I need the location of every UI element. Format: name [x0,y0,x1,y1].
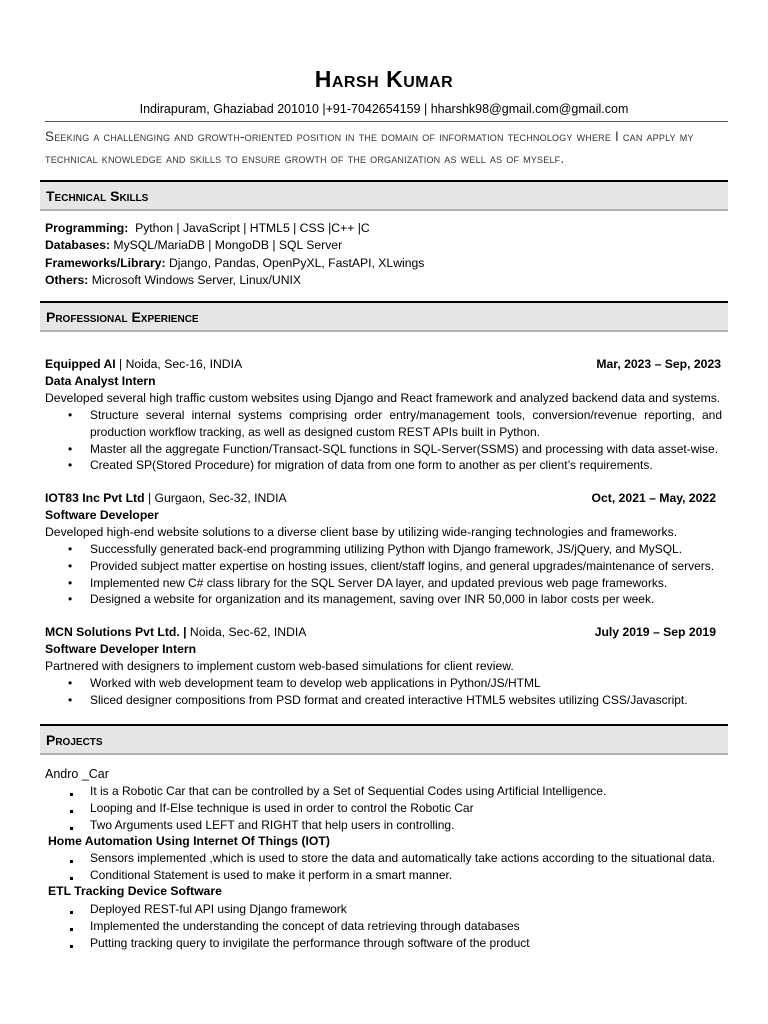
skill-label: Others: [45,273,89,287]
contact-line: Indirapuram, Ghaziabad 201010 |+91-7042654159 | hharshk98@gmail.com@gmail.com [139,102,629,116]
list-item: Deployed REST-ful API using Django framework [66,901,722,918]
skill-row-frameworks [45,256,424,270]
project-title: ETL Tracking Device Software [48,884,222,898]
list-item: • Successfully generated back-end programming utilizing Python with Django framework, JS/jQuery, and MySQL. [66,541,722,558]
skill-value: Django, Pandas, OpenPyXL, FastAPI, XLwings [165,256,425,270]
list-item: Looping and If-Else technique is used in order to control the Robotic Car [66,800,722,817]
list-item: It is a Robotic Car that can be controlled by a Set of Sequential Codes using Artificial Intelligence. [66,783,722,800]
project-bullets [66,850,722,884]
project-title: Home Automation Using Internet Of Things (IOT) [48,834,330,848]
company-location: | Noida, Sec-16, INDIA [115,357,243,371]
job-bullets [66,407,722,474]
project-bullets [66,783,722,833]
company-name: IOT83 Inc Pvt Ltd [45,491,145,505]
skill-label: Programming: [45,221,129,235]
job-dates: Oct, 2021 – May, 2022 [591,491,716,505]
list-item: Sensors implemented ,which is used to store the data and automatically take actions according to the situational data. [66,850,722,867]
job-header [45,491,287,505]
skill-row-databases [45,238,342,252]
list-item: • Sliced designer compositions from PSD format and created interactive HTML5 websites utilizing CSS/Javascript. [66,692,722,709]
projects-section-header [40,724,728,755]
projects-section-title: Projects [46,732,103,748]
company-name: MCN Solutions Pvt Ltd. | [45,625,187,639]
list-item: • Master all the aggregate Function/Transact-SQL functions in SQL-Server(SSMS) and processing with data asset-wise. [66,441,722,458]
job-dates: Mar, 2023 – Sep, 2023 [596,357,721,371]
list-item: • Worked with web development team to develop web applications in Python/JS/HTML [66,675,722,692]
skill-label: Frameworks/Library: [45,256,166,270]
header-divider [45,121,728,122]
job-role: Software Developer [45,508,159,522]
company-name: Equipped AI [45,357,116,371]
list-item: Implemented the understanding the concept of data retrieving through databases [66,918,722,935]
objective-statement: Seeking a challenging and growth-oriented position in the domain of information technology where I can apply my technical knowledge and skills to ensure growth of the organization as well as of myself. [45,129,694,166]
job-dates: July 2019 – Sep 2019 [594,625,716,639]
job-bullets [66,541,722,608]
skills-section-header [40,180,728,211]
skill-row-programming [45,221,370,235]
job-header [45,625,306,639]
job-summary: Developed high-end website solutions to a diverse client base by utilizing wide-ranging technologies and frameworks. [45,525,678,539]
project-title: Andro _Car [45,767,109,781]
job-header [45,357,242,371]
project-bullets [66,901,722,951]
list-item: Putting tracking query to invigilate the performance through software of the product [66,935,722,952]
job-role: Software Developer Intern [45,642,197,656]
skill-value: MySQL/MariaDB | MongoDB | SQL Server [110,238,343,252]
experience-section-title: Professional Experience [46,309,199,325]
list-item: • Provided subject matter expertise on hosting issues, client/staff logins, and general upgrades/maintenance of servers. [66,558,722,575]
skills-section-title: Technical Skills [46,188,149,204]
list-item: • Implemented new C# class library for the SQL Server DA layer, and updated previous web page frameworks. [66,575,722,592]
skill-label: Databases: [45,238,111,252]
job-role: Data Analyst Intern [45,374,156,388]
list-item: Conditional Statement is used to make it perform in a smart manner. [66,867,722,884]
list-item: • Created SP(Stored Procedure) for migration of data from one form to another as per client’s requirements. [66,457,722,474]
job-summary: Partnered with designers to implement custom web-based simulations for client review. [45,659,514,673]
skill-value: Microsoft Windows Server, Linux/UNIX [88,273,302,287]
list-item: Two Arguments used LEFT and RIGHT that help users in controlling. [66,817,722,834]
candidate-name: Harsh Kumar [314,66,454,92]
list-item: • Structure several internal systems comprising order entry/management tools, conversion/revenue reporting, and production workflow tracking, as well as designed custom REST APIs built in Python. [66,407,722,441]
skill-row-others [45,273,301,287]
job-bullets [66,675,722,709]
skill-value: Python | JavaScript | HTML5 | CSS |C++ |C [128,221,370,235]
job-summary: Developed several high traffic custom websites using Django and React framework and analyzed backend data and systems. [45,391,721,405]
company-location: | Gurgaon, Sec-32, INDIA [144,491,287,505]
list-item: • Designed a website for organization and its management, saving over INR 50,000 in labor costs per week. [66,591,722,608]
company-location: Noida, Sec-62, INDIA [186,625,307,639]
experience-section-header [40,301,728,332]
